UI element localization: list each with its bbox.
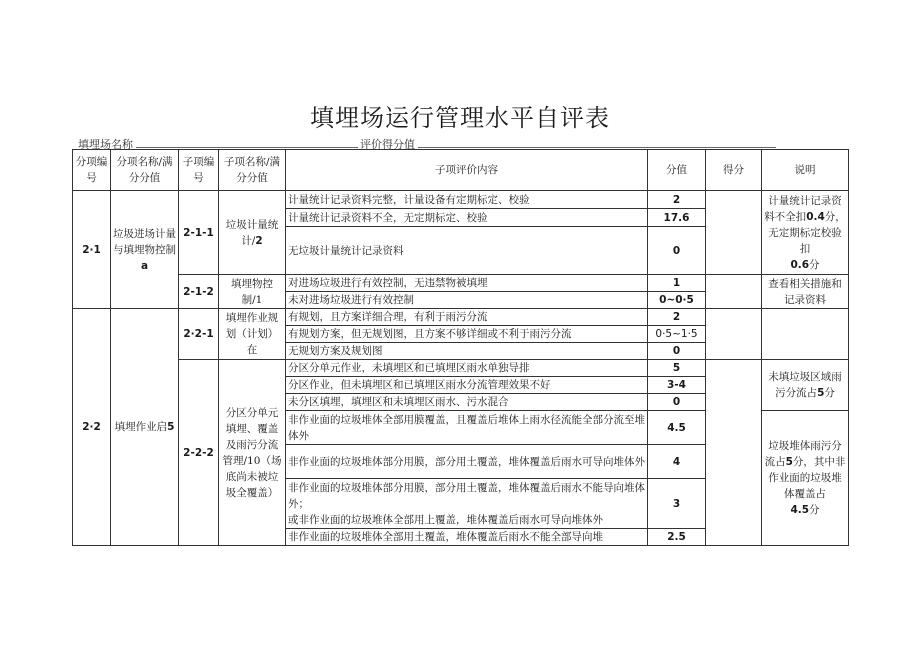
- header-row: [73, 150, 849, 191]
- score-cell[interactable]: [706, 360, 762, 546]
- table-row: [73, 191, 849, 209]
- criterion-text: 有规划方案，但无规划图，且方案不够详细或不利于雨污分流: [286, 326, 648, 343]
- criterion-text: 计量统计记录资料完整，计量设备有定期标定、校验: [286, 191, 648, 209]
- criterion-text: 无规划方案及规划图: [286, 343, 648, 360]
- sub-no: 2-1-1: [179, 191, 219, 275]
- criterion-points: 17.6: [648, 209, 706, 227]
- criterion-points: 0~0·5: [648, 292, 706, 309]
- criterion-text: 无垃圾计量统计记录资料: [286, 227, 648, 275]
- note-cell: 计量统计记录资料不全扣0.4分，无定期标定校验扣 0.6分: [762, 191, 849, 275]
- criterion-points: 1: [648, 275, 706, 292]
- sub-no: 2·2-1: [179, 309, 219, 360]
- col-content: 子项评价内容: [286, 150, 648, 191]
- criterion-text: 非作业面的垃圾堆体全部用膜覆盖，且覆盖后堆体上雨水径流能全部分流至堆体外: [286, 411, 648, 445]
- criterion-points: 4: [648, 445, 706, 479]
- evaluation-table: [72, 149, 849, 546]
- criterion-points: 2: [648, 309, 706, 326]
- criterion-points: 0·5~1·5: [648, 326, 706, 343]
- sub-no: 2-2-2: [179, 360, 219, 546]
- score-value-label: 评价得分值: [360, 138, 415, 151]
- sub-no: 2-1-2: [179, 275, 219, 309]
- score-cell[interactable]: [706, 309, 762, 360]
- sub-name: 填埋物控制/1: [219, 275, 286, 309]
- criterion-text: 有规划，且方案详细合理，有利于雨污分流: [286, 309, 648, 326]
- col-score: 得分: [706, 150, 762, 191]
- site-name-label: 填埋场名称: [78, 138, 133, 151]
- criterion-text: 未对进场垃圾进行有效控制: [286, 292, 648, 309]
- table-row: [73, 360, 849, 377]
- criterion-points: 2: [648, 191, 706, 209]
- site-name-field[interactable]: [136, 147, 358, 148]
- note-cell: 垃圾堆体雨污分流占5分，其中非作业面的垃圾堆体覆盖占 4.5分: [762, 411, 849, 546]
- criterion-text: 未分区填埋，填埋区和未填埋区雨水、污水混合: [286, 394, 648, 411]
- item-no: 2·1: [73, 191, 111, 309]
- criterion-points: 3-4: [648, 377, 706, 394]
- item-no: 2·2: [73, 309, 111, 546]
- col-sub-name: 子项名称/满分分值: [219, 150, 286, 191]
- note-cell: [762, 309, 849, 360]
- criterion-text: 对进场垃圾进行有效控制，无违禁物被填埋: [286, 275, 648, 292]
- table-row: [73, 275, 849, 292]
- criterion-points: 0: [648, 227, 706, 275]
- criterion-text: 非作业面的垃圾堆体全部用土覆盖，堆体覆盖后雨水不能全部导向堆: [286, 529, 648, 546]
- col-item-name: 分项名称/满分分值: [111, 150, 179, 191]
- col-sub-no: 子项编号: [179, 150, 219, 191]
- page-title: 填埋场运行管理水平自评表: [310, 104, 610, 132]
- criterion-points: 0: [648, 343, 706, 360]
- score-cell[interactable]: [706, 275, 762, 309]
- criterion-points: 0: [648, 394, 706, 411]
- score-cell[interactable]: [706, 191, 762, 275]
- score-value-field[interactable]: [418, 147, 776, 148]
- criterion-points: 2.5: [648, 529, 706, 546]
- note-cell: 未填垃圾区域雨污分流占5分: [762, 360, 849, 411]
- col-note: 说明: [762, 150, 849, 191]
- criterion-text: 非作业面的垃圾堆体部分用膜，部分用土覆盖，堆体覆盖后雨水不能导向堆体外； 或非作业面的垃圾堆体全部用上覆盖，堆体覆盖后雨水可导向堆体外: [286, 479, 648, 529]
- criterion-text: 非作业面的垃圾堆体部分用膜，部分用土覆盖，堆体覆盖后雨水可导向堆体外: [286, 445, 648, 479]
- item-name: 填埋作业启5: [111, 309, 179, 546]
- form-header: [78, 136, 778, 150]
- sub-name: 填埋作业规划（计划）在: [219, 309, 286, 360]
- item-name: 垃圾进场计量与填埋物控制 a: [111, 191, 179, 309]
- sub-name: 垃圾计量统计/2: [219, 191, 286, 275]
- criterion-text: 分区分单元作业，未填埋区和已填埋区雨水单独导排: [286, 360, 648, 377]
- criterion-points: 4.5: [648, 411, 706, 445]
- note-cell: 查看相关措施和记录资料: [762, 275, 849, 309]
- col-points: 分值: [648, 150, 706, 191]
- criterion-text: 分区作业，但未填埋区和已填埋区雨水分流管理效果不好: [286, 377, 648, 394]
- criterion-text: 计量统计记录资料不全，无定期标定、校验: [286, 209, 648, 227]
- col-item-no: 分项编号: [73, 150, 111, 191]
- criterion-points: 5: [648, 360, 706, 377]
- sub-name: 分区分单元填埋、覆盖及雨污分流管理/10（场底尚未被垃圾全覆盖）: [219, 360, 286, 546]
- criterion-points: 3: [648, 479, 706, 529]
- table-row: [73, 309, 849, 326]
